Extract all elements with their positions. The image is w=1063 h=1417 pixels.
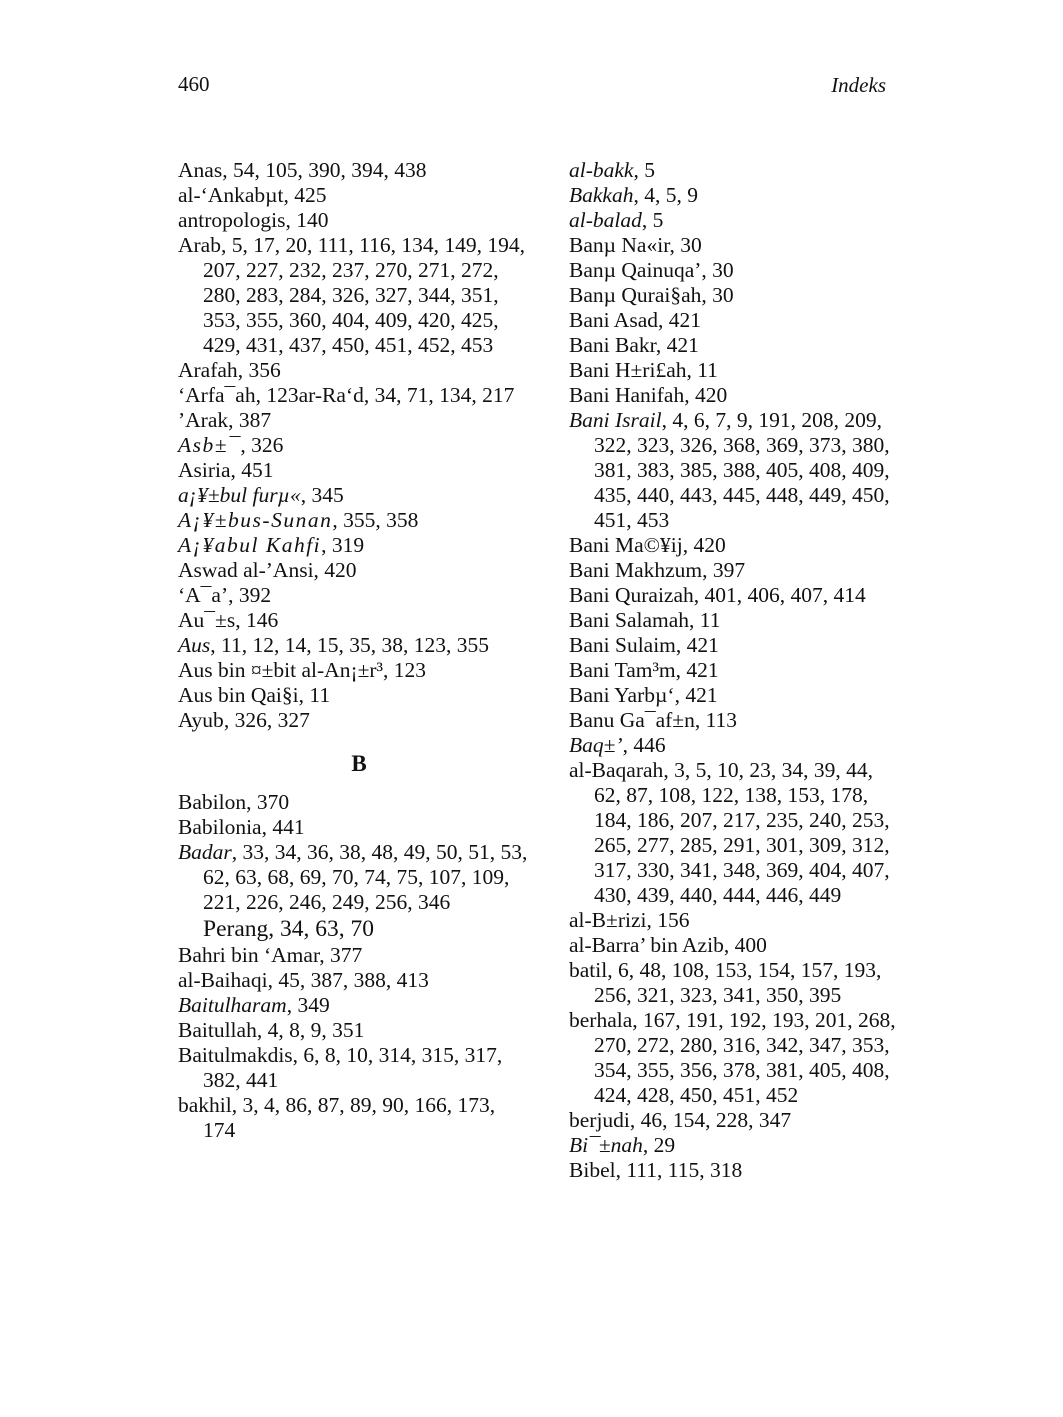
index-entry [569,283,899,308]
index-page-refs: , 421 [655,333,699,357]
index-page-refs: , 377 [319,943,363,967]
index-entry [569,1158,899,1183]
index-term: Badar [178,840,232,864]
index-term: Bani Salamah [569,608,690,632]
index-term: al-B±rizi [569,908,647,932]
index-term: Baq±’ [569,733,623,757]
index-entry [178,608,528,633]
index-page-refs: , 4, 6, 7, 9, 191, 208, 209, 322, 323, 326, 368, 369, 373, 380, 381, 383, 385, 388, 405, 408, 409, 435, 440, 443, 445, 448, 449, 450, 451, 453 [594,408,890,532]
index-column-left [178,158,528,1143]
index-page-refs: , 420 [682,533,726,557]
index-term: Bakkah [569,183,634,207]
running-head: Indeks [831,73,886,97]
index-page-refs: , 451 [230,458,274,482]
index-term: al-bakk [569,158,634,182]
index-page-refs: , 392 [228,583,272,607]
index-term: Bani Yarbµ‘ [569,683,675,707]
index-page-refs: , 11 [689,608,721,632]
index-term: berjudi [569,1108,630,1132]
index-entry [178,840,528,915]
index-term: Bani H±ri£ah [569,358,687,382]
index-page-refs: , 156 [646,908,690,932]
index-term: al-‘Ankabµt [178,183,284,207]
index-term: Aus bin Qai§i [178,683,299,707]
index-page-refs: , 370 [246,790,290,814]
index-term: berhala [569,1008,633,1032]
index-page-refs: , 123ar-Ra‘d, 34, 71, 134, 217 [255,383,515,407]
index-term: Baitullah [178,1018,257,1042]
index-term: Asiria [178,458,231,482]
index-group-right [569,158,899,1183]
index-entry [178,993,528,1018]
index-term: Arab [178,233,221,257]
index-page-refs: , 167, 191, 192, 193, 201, 268, 270, 272, 280, 316, 342, 347, 353, 354, 355, 356, 378, 381, 405, 408, 424, 428, 450, 451, 452 [594,1008,896,1107]
index-page-refs: , 5 [641,208,664,232]
index-term: Au¯±s [178,608,236,632]
index-entry [569,658,899,683]
index-page-refs: , 326 [240,433,284,457]
index-page-refs: , 421 [675,658,719,682]
index-group-b2 [178,943,528,1143]
index-page-refs: , 45, 387, 388, 413 [267,968,429,992]
index-group-b1 [178,790,528,915]
index-sub-entry: Perang, 34, 63, 70 [203,916,375,942]
index-entry [178,708,528,733]
index-column-right [569,158,899,1183]
index-term: Arafah [178,358,238,382]
index-entry [569,908,899,933]
index-term: Bani Hanifah [569,383,685,407]
index-term: Asb±¯ [178,433,241,457]
index-entry [178,408,528,433]
index-page-refs: , 401, 406, 407, 414 [693,583,866,607]
index-page-refs: , 345 [300,483,344,507]
index-group-a [178,158,528,733]
index-term: Bibel [569,1158,616,1182]
index-entry [178,633,528,658]
index-term: Aus [178,633,211,657]
index-term: Babilon [178,790,247,814]
index-entry [569,1133,899,1158]
index-term: Bani Makhzum [569,558,703,582]
index-term: Bani Bakr [569,333,656,357]
index-entry [178,583,528,608]
index-page-refs: , 54, 105, 390, 394, 438 [222,158,427,182]
index-entry [569,958,899,1008]
index-page-refs: , 349 [286,993,330,1017]
index-term: al-Barra’ bin Azib [569,933,724,957]
index-entry [178,1093,528,1143]
index-page-refs: , 420 [313,558,357,582]
index-entry [569,933,899,958]
index-page-refs: , 33, 34, 36, 38, 48, 49, 50, 51, 53, 62, 63, 68, 69, 70, 74, 75, 107, 109, 221, 226, 246, 249, 256, 346 [203,840,528,914]
index-entry [178,433,528,458]
index-entry [178,790,528,815]
index-term: Bahri bin ‘Amar [178,943,320,967]
index-term: Baitulmakdis [178,1043,293,1067]
index-page-refs: , 29 [642,1133,676,1157]
index-term: Bani Sulaim [569,633,676,657]
index-term: Bani Quraizah [569,583,694,607]
index-page-refs: , 446 [622,733,666,757]
index-entry [569,358,899,383]
index-page-refs: , 387 [228,408,272,432]
index-term: A¡¥±bus-Sunan [178,508,333,532]
index-entry [178,1043,528,1093]
index-term: Aswad al-’Ansi [178,558,314,582]
index-entry [178,508,528,533]
index-entry [178,683,528,708]
index-page-refs: , 111, 115, 318 [615,1158,743,1182]
index-term: Aus bin ¤±bit al-An¡±r³ [178,658,384,682]
index-page-refs: , 30 [701,283,734,307]
index-page-refs: , 356 [237,358,281,382]
index-entry [178,943,528,968]
index-term: ’Arak [178,408,229,432]
index-entry [569,1108,899,1133]
index-entry [178,658,528,683]
index-term: Bani Israil [569,408,662,432]
index-entry [178,815,528,840]
page-number: 460 [178,72,210,96]
index-term: Banµ Qurai§ah [569,283,702,307]
index-term: Anas [178,158,223,182]
index-term: a¡¥±bul furµ« [178,483,301,507]
index-page-refs: , 425 [283,183,327,207]
index-term: bakhil [178,1093,232,1117]
index-entry [178,533,528,558]
index-entry [178,233,528,358]
index-term: batil [569,958,608,982]
index-term: Banµ Na«ir [569,233,670,257]
index-page-refs: , 400 [723,933,767,957]
index-term: Bani Ma©¥ij [569,533,683,557]
index-entry [569,183,899,208]
index-entry [569,233,899,258]
index-entry [178,968,528,993]
index-term: Baitulharam [178,993,287,1017]
index-page-refs: , 421 [675,633,719,657]
index-term: A¡¥abul Kahfi [178,533,322,557]
index-entry [569,1008,899,1108]
index-term: Bi¯±nah [569,1133,643,1157]
index-entry [178,208,528,233]
index-term: Banu Ga¯af±n [569,708,695,732]
index-page-refs: , 140 [285,208,329,232]
index-page-refs: , 355, 358 [332,508,419,532]
index-entry [569,158,899,183]
index-page-refs: , 11 [686,358,718,382]
index-page-refs: , 113 [694,708,738,732]
index-term: Babilonia [178,815,262,839]
index-term: antropologis [178,208,286,232]
index-page-refs: , 3, 4, 86, 87, 89, 90, 166, 173, 174 [203,1093,496,1142]
index-entry [178,558,528,583]
index-entry [569,683,899,708]
index-entry [569,533,899,558]
index-page-refs: , 4, 5, 9 [633,183,698,207]
index-page-refs: , 441 [261,815,305,839]
index-entry [569,733,899,758]
index-term: Ayub [178,708,224,732]
index-page-refs: , 5, 17, 20, 111, 116, 134, 149, 194, 207, 227, 232, 237, 270, 271, 272, 280, 283, 284, 326, 327, 344, 351, 353, 355, 360, 404, 409, 420, 425, 429, 431, 437, 450, 451, 452, 453 [203,233,525,357]
index-term: al-balad [569,208,642,232]
index-entry [569,208,899,233]
index-page-refs: , 3, 5, 10, 23, 34, 39, 44, 62, 87, 108, 122, 138, 153, 178, 184, 186, 207, 217, 235, 240, 253, 265, 277, 285, 291, 301, 309, 312, 317, 330, 341, 348, 369, 404, 407, 430, 439, 440, 444, 446, 449 [594,758,890,907]
index-term: Banµ Qainuqa’ [569,258,702,282]
index-entry [178,483,528,508]
index-page-refs: , 6, 8, 10, 314, 315, 317, 382, 441 [203,1043,503,1092]
index-term: al-Baqarah [569,758,664,782]
index-term: ‘A¯a’ [178,583,229,607]
index-page-refs: , 397 [702,558,746,582]
index-page-refs: , 4, 8, 9, 351 [256,1018,365,1042]
index-entry [569,558,899,583]
index-page-refs: , 11 [298,683,331,707]
index-entry [569,308,899,333]
index-entry [569,708,899,733]
index-entry [569,633,899,658]
index-entry [178,358,528,383]
index-entry [178,458,528,483]
index-page-refs: , 319 [321,533,365,557]
index-page-refs: , 420 [684,383,728,407]
index-page-refs: , 6, 48, 108, 153, 154, 157, 193, 256, 321, 323, 341, 350, 395 [594,958,882,1007]
index-page-refs: , 30 [669,233,702,257]
index-entry [569,383,899,408]
index-entry [569,583,899,608]
index-entry [178,1018,528,1043]
index-page-refs: , 123 [383,658,427,682]
index-page-refs: , 11, 12, 14, 15, 35, 38, 123, 355 [210,633,489,657]
index-entry [569,258,899,283]
index-entry [569,333,899,358]
index-term: Bani Tam³m [569,658,676,682]
index-page-refs: , 326, 327 [223,708,310,732]
index-entry [569,758,899,908]
index-page-refs: , 30 [701,258,734,282]
index-page-refs: , 46, 154, 228, 347 [629,1108,792,1132]
index-entry [178,383,528,408]
index-term: al-Baihaqi [178,968,268,992]
index-entry [569,408,899,533]
index-page-refs: , 5 [633,158,655,182]
index-entry [178,183,528,208]
index-term: ‘Arfa¯ah [178,383,256,407]
index-entry [178,158,528,183]
section-letter-b: B [351,751,367,776]
index-page-refs: , 421 [674,683,718,707]
index-term: Bani Asad [569,308,658,332]
index-entry [569,608,899,633]
index-page-refs: , 146 [235,608,279,632]
index-page-refs: , 421 [657,308,701,332]
